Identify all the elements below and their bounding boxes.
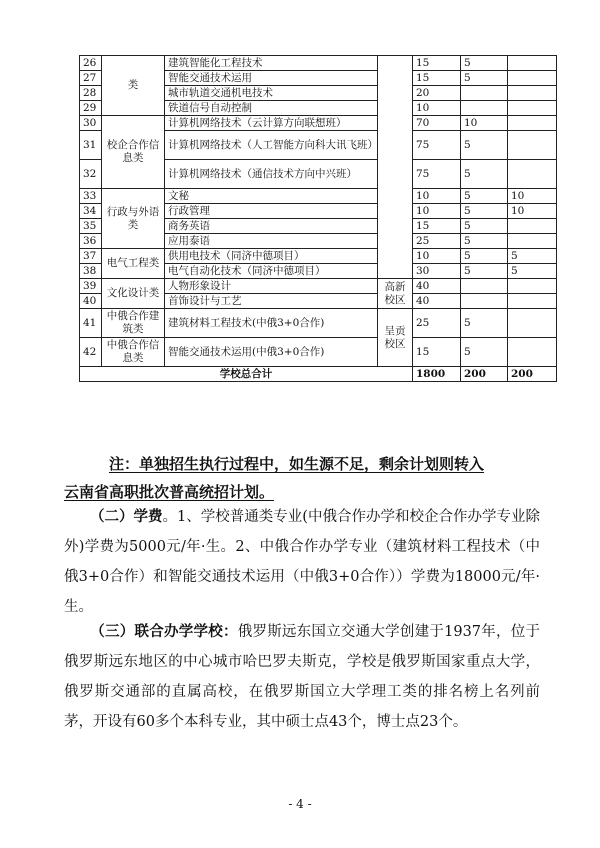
campus-cell: 呈贡校区 <box>378 309 413 367</box>
plan-count: 15 <box>413 219 461 234</box>
plan-count-3 <box>508 309 557 338</box>
row-number: 30 <box>80 116 102 131</box>
fee-heading: （二）学费 <box>90 508 163 525</box>
table-row <box>80 249 557 264</box>
row-number: 27 <box>80 71 102 86</box>
plan-count: 10 <box>413 204 461 219</box>
joint-school-paragraph <box>64 617 540 737</box>
note-paragraph <box>64 450 544 506</box>
row-number: 41 <box>80 309 102 338</box>
plan-count-2: 5 <box>461 264 508 279</box>
major-name: 智能交通技术运用(中俄3+0合作) <box>165 338 378 367</box>
major-name: 建筑材料工程技术(中俄3+0合作) <box>165 309 378 338</box>
plan-count: 40 <box>413 294 461 309</box>
plan-count-2 <box>461 294 508 309</box>
plan-count-2: 5 <box>461 56 508 71</box>
table-row <box>80 279 557 294</box>
row-number: 39 <box>80 279 102 294</box>
major-name: 行政管理 <box>165 204 378 219</box>
plan-count-2: 5 <box>461 189 508 204</box>
row-number: 40 <box>80 294 102 309</box>
plan-count-3 <box>508 234 557 249</box>
table-row <box>80 56 557 71</box>
row-number: 42 <box>80 338 102 367</box>
plan-count: 10 <box>413 101 461 116</box>
plan-count-2: 5 <box>461 249 508 264</box>
total-row <box>80 367 557 382</box>
category-cell: 中俄合作信息类 <box>102 338 165 367</box>
plan-count-3: 10 <box>508 204 557 219</box>
category-cell: 电气工程类 <box>102 249 165 279</box>
page-number: - 4 - <box>288 797 312 811</box>
row-number: 37 <box>80 249 102 264</box>
total-count-3: 200 <box>508 367 557 382</box>
plan-count: 20 <box>413 86 461 101</box>
plan-count-2: 5 <box>461 309 508 338</box>
table-row <box>80 309 557 338</box>
major-name: 计算机网络技术（云计算方向联想班） <box>165 116 378 131</box>
plan-count: 15 <box>413 56 461 71</box>
plan-count: 10 <box>413 249 461 264</box>
note-line: 注：单独招生执行过程中，如生源不足，剩余计划则转入 <box>109 455 485 473</box>
plan-count-2: 5 <box>461 338 508 367</box>
plan-count-3: 5 <box>508 249 557 264</box>
plan-count: 40 <box>413 279 461 294</box>
category-cell: 校企合作信息类 <box>102 116 165 189</box>
plan-count: 25 <box>413 234 461 249</box>
major-name: 商务英语 <box>165 219 378 234</box>
plan-count-3 <box>508 131 557 160</box>
plan-count-3 <box>508 71 557 86</box>
plan-count-2: 5 <box>461 160 508 189</box>
plan-count-2 <box>461 86 508 101</box>
row-number: 29 <box>80 101 102 116</box>
table-row <box>80 189 557 204</box>
plan-count-2: 5 <box>461 204 508 219</box>
major-name: 人物形象设计 <box>165 279 378 294</box>
major-name: 供用电技术（同济中德项目） <box>165 249 378 264</box>
major-name: 城市轨道交通机电技术 <box>165 86 378 101</box>
plan-count: 15 <box>413 71 461 86</box>
category-cell: 中俄合作建筑类 <box>102 309 165 338</box>
campus-cell: 高新校区 <box>378 279 413 309</box>
row-number: 33 <box>80 189 102 204</box>
major-name: 计算机网络技术（人工智能方向科大讯飞班） <box>165 131 378 160</box>
plan-count-3: 10 <box>508 189 557 204</box>
total-count: 1800 <box>413 367 461 382</box>
plan-count-3 <box>508 86 557 101</box>
row-number: 32 <box>80 160 102 189</box>
campus-cell-empty <box>378 56 413 279</box>
enrollment-plan-table <box>79 55 557 382</box>
fee-paragraph <box>64 502 540 622</box>
joint-school-heading: （三）联合办学学校： <box>90 623 238 640</box>
major-name: 文秘 <box>165 189 378 204</box>
note-line: 云南省高职批次普高统招计划。 <box>64 483 275 501</box>
row-number: 38 <box>80 264 102 279</box>
major-name: 建筑智能化工程技术 <box>165 56 378 71</box>
plan-count-2: 5 <box>461 234 508 249</box>
plan-count-3 <box>508 116 557 131</box>
plan-count-3 <box>508 101 557 116</box>
plan-count-2 <box>461 101 508 116</box>
table-row <box>80 116 557 131</box>
row-number: 36 <box>80 234 102 249</box>
major-name: 铁道信号自动控制 <box>165 101 378 116</box>
plan-count-2: 5 <box>461 71 508 86</box>
row-number: 34 <box>80 204 102 219</box>
total-count-2: 200 <box>461 367 508 382</box>
plan-count: 30 <box>413 264 461 279</box>
plan-count-3 <box>508 219 557 234</box>
major-name: 计算机网络技术（通信技术方向中兴班） <box>165 160 378 189</box>
row-number: 26 <box>80 56 102 71</box>
category-cell: 类 <box>102 56 165 116</box>
plan-count-3 <box>508 279 557 294</box>
plan-count-3 <box>508 294 557 309</box>
joint-school-body: 俄罗斯远东国立交通大学创建于1937年，位于俄罗斯远东地区的中心城市哈巴罗夫斯克，学校是俄罗斯国家重点大学，俄罗斯交通部的直属高校，在俄罗斯国立大学理工类的排名榜上名列前茅，开设有60多个本科专业，其中硕士点43个，博士点23个。 <box>64 624 541 730</box>
major-name: 应用泰语 <box>165 234 378 249</box>
plan-count: 75 <box>413 131 461 160</box>
total-label: 学校总合计 <box>80 367 413 382</box>
plan-count: 15 <box>413 338 461 367</box>
plan-count: 25 <box>413 309 461 338</box>
category-cell: 行政与外语类 <box>102 189 165 249</box>
plan-count-3 <box>508 338 557 367</box>
major-name: 首饰设计与工艺 <box>165 294 378 309</box>
plan-count-2: 5 <box>461 131 508 160</box>
plan-count-3 <box>508 56 557 71</box>
plan-count-2: 5 <box>461 219 508 234</box>
row-number: 31 <box>80 131 102 160</box>
major-name: 智能交通技术运用 <box>165 71 378 86</box>
plan-count: 10 <box>413 189 461 204</box>
major-name: 电气自动化技术（同济中德项目） <box>165 264 378 279</box>
plan-count-2: 10 <box>461 116 508 131</box>
row-number: 35 <box>80 219 102 234</box>
plan-count-3 <box>508 160 557 189</box>
plan-count-3: 5 <box>508 264 557 279</box>
table-row <box>80 338 557 367</box>
plan-count: 70 <box>413 116 461 131</box>
plan-count-2 <box>461 279 508 294</box>
plan-count: 75 <box>413 160 461 189</box>
category-cell: 文化设计类 <box>102 279 165 309</box>
row-number: 28 <box>80 86 102 101</box>
fee-body: 。1、学校普通类专业(中俄合作办学和校企合作办学专业除外)学费为5000元/年·生。2、中俄合作办学专业（建筑材料工程技术（中俄3+0合作）和智能交通技术运用（中俄3+0合作））学费为18000元/年·生。 <box>64 509 541 615</box>
